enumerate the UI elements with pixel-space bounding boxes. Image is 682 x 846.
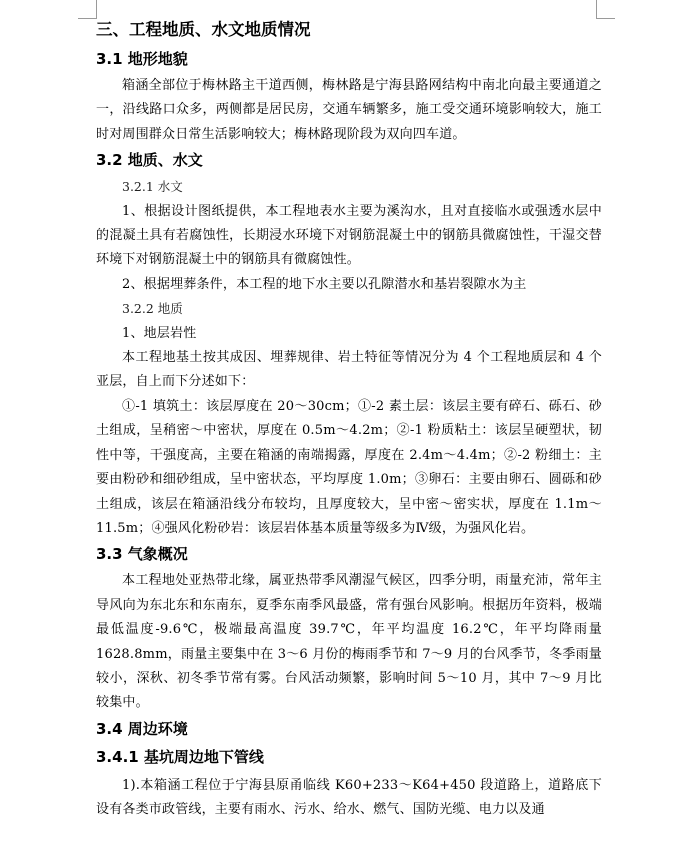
paragraph-strata-intro: 本工程地基土按其成因、埋葬规律、岩土特征等情况分为 4 个工程地质层和 4 个亚层，自上而下分述如下： (96, 350, 602, 390)
subheading-3-2-1: 3.2.1 水文 (122, 179, 183, 195)
heading-3-2: 3.2 地质、水文 (96, 151, 203, 170)
paragraph-strata-title: 1、地层岩性 (122, 325, 197, 341)
heading-3-4: 3.4 周边环境 (96, 719, 188, 738)
page-corner-mark-left (78, 0, 97, 19)
page-corner-mark-right (596, 0, 615, 19)
paragraph-strata-detail: ①-1 填筑土：该层厚度在 20～30cm；①-2 素土层：该层主要有碎石、砾石、砂土组成，呈稍密～中密状，厚度在 0.5m～4.2m；②-1 粉质粘土：该层呈硬塑状，韧性中等，干强度高，主要在箱涵的南端揭露，厚度在 2.4m～4.4m；②-2 粉细土：主要由粉砂和细砂组成，呈中密状态，平均厚度 1.0m；③卵石：主要由卵石、圆砾和砂土组成，该层在箱涵沿线分布较均，且厚度较大，呈中密～密实状，厚度在 1.1m～11.5m；④强风化粉砂岩：该层岩体基本质量等级多为Ⅳ级，为强风化岩。 (96, 398, 602, 536)
paragraph-hydrology-1: 1、根据设计图纸提供，本工程地表水主要为溪沟水，且对直接临水或强透水层中的混凝土具有若腐蚀性，长期浸水环境下对钢筋混凝土中的钢筋具微腐蚀性，干湿交替环境下对钢筋混凝土中的钢筋具有微腐蚀性。 (96, 203, 602, 268)
section-title: 三、工程地质、水文地质情况 (96, 20, 311, 39)
heading-3-3: 3.3 气象概况 (96, 545, 188, 564)
heading-3-1: 3.1 地形地貌 (96, 50, 188, 68)
paragraph-climate: 本工程地处亚热带北缘，属亚热带季风潮湿气候区，四季分明，雨量充沛，常年主导风向为东北东和东南东，夏季东南季风最盛，常有强台风影响。根据历年资料，极端最低温度-9.6℃，极端最高温度 39.7℃，年平均温度 16.2℃，年平均降雨量 1628.8mm，雨量主要集中在 3～6 月份的梅雨季节和 7～9 月的台风季节，冬季雨量较小，深秋、初冬季节常有雾。台风活动频繁，影响时间 5～10 月，其中 7～9 月比较集中。 (96, 573, 602, 711)
subheading-3-2-2: 3.2.2 地质 (122, 301, 183, 317)
paragraph-pipelines: 1).本箱涵工程位于宁海县原甬临线 K60+233～K64+450 段道路上，道路底下设有各类市政管线，主要有雨水、污水、给水、燃气、国防光缆、电力以及通 (96, 777, 602, 818)
heading-3-4-1: 3.4.1 基坑周边地下管线 (96, 747, 264, 766)
document-body[interactable] (96, 18, 602, 823)
paragraph-hydrology-2: 2、根据埋葬条件，本工程的地下水主要以孔隙潜水和基岩裂隙水为主 (122, 276, 527, 292)
paragraph-terrain: 箱涵全部位于梅林路主干道西侧，梅林路是宁海县路网结构中南北向最主要通道之一，沿线路口众多，两侧都是居民房，交通车辆繁多，施工受交通环境影响较大，施工时对周围群众日常生活影响较大；梅林路现阶段为双向四车道。 (96, 78, 602, 142)
